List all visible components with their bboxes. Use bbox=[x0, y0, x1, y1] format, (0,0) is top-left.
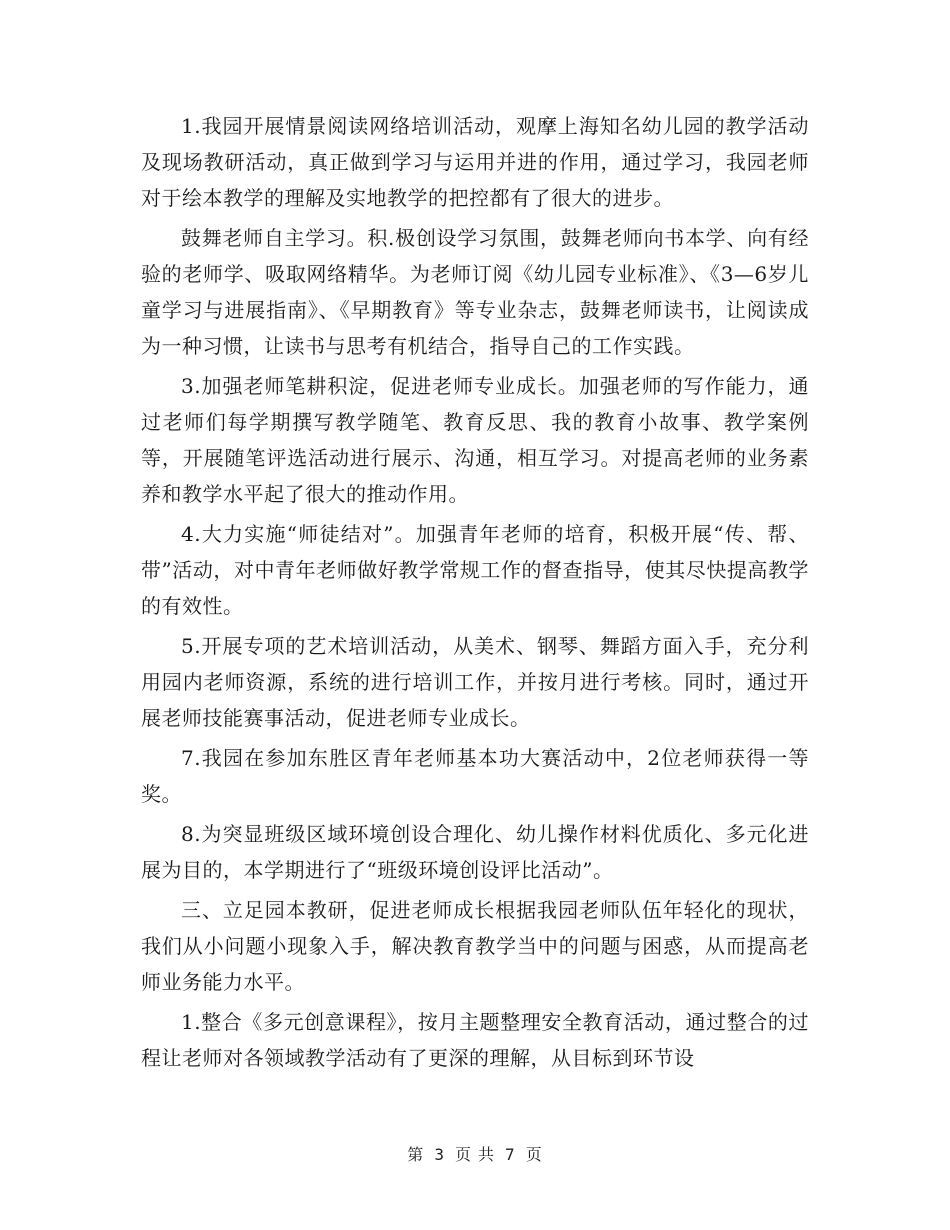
paragraph-2: 鼓舞老师自主学习。积.极创设学习氛围，鼓舞老师向书本学、向有经验的老师学、吸取网络精华。为老师订阅《幼儿园专业标准》、《3—6岁儿童学习与进展指南》、《早期教育》等专业杂志，鼓舞老师读书，让阅读成为一种习惯，让读书与思考有机结合，指导自己的工作实践。 bbox=[141, 226, 809, 358]
footer-middle: 页 共 bbox=[454, 1145, 496, 1164]
paragraph-6: 7.我园在参加东胜区青年老师基本功大赛活动中，2位老师获得一等奖。 bbox=[141, 746, 809, 806]
paragraph-5: 5.开展专项的艺术培训活动，从美术、钢琴、舞蹈方面入手，充分利用园内老师资源，系统的进行培训工作，并按月进行考核。同时，通过开展老师技能赛事活动，促进老师专业成长。 bbox=[141, 634, 809, 730]
footer-current-page: 3 bbox=[434, 1145, 445, 1164]
footer-total-pages: 7 bbox=[505, 1145, 516, 1164]
paragraph-9: 1.整合《多元创意课程》，按月主题整理安全教育活动，通过整合的过程让老师对各领域教学活动有了更深的理解，从目标到环节设 bbox=[141, 1010, 809, 1070]
paragraph-1: 1.我园开展情景阅读网络培训活动，观摩上海知名幼儿园的教学活动及现场教研活动，真正做到学习与运用并进的作用，通过学习，我园老师对于绘本教学的理解及实地教学的把控都有了很大的进步。 bbox=[141, 114, 809, 210]
document-body bbox=[141, 108, 809, 1080]
footer-suffix: 页 bbox=[525, 1145, 543, 1164]
paragraph-8: 三、立足园本教研，促进老师成长根据我园老师队伍年轻化的现状，我们从小问题小现象入手，解决教育教学当中的问题与困惑，从而提高老师业务能力水平。 bbox=[141, 898, 809, 994]
footer-prefix: 第 bbox=[407, 1145, 425, 1164]
page-footer bbox=[0, 1144, 950, 1166]
paragraph-7: 8.为突显班级区域环境创设合理化、幼儿操作材料优质化、多元化进展为目的，本学期进行了“班级环境创设评比活动”。 bbox=[141, 822, 809, 882]
paragraph-4: 4.大力实施“师徒结对”。加强青年老师的培育，积极开展“传、帮、带”活动，对中青年老师做好教学常规工作的督查指导，使其尽快提高教学的有效性。 bbox=[141, 522, 809, 618]
paragraph-3: 3.加强老师笔耕积淀，促进老师专业成长。加强老师的写作能力，通过老师们每学期撰写教学随笔、教育反思、我的教育小故事、教学案例等，开展随笔评选活动进行展示、沟通，相互学习。对提高老师的业务素养和教学水平起了很大的推动作用。 bbox=[141, 374, 809, 506]
